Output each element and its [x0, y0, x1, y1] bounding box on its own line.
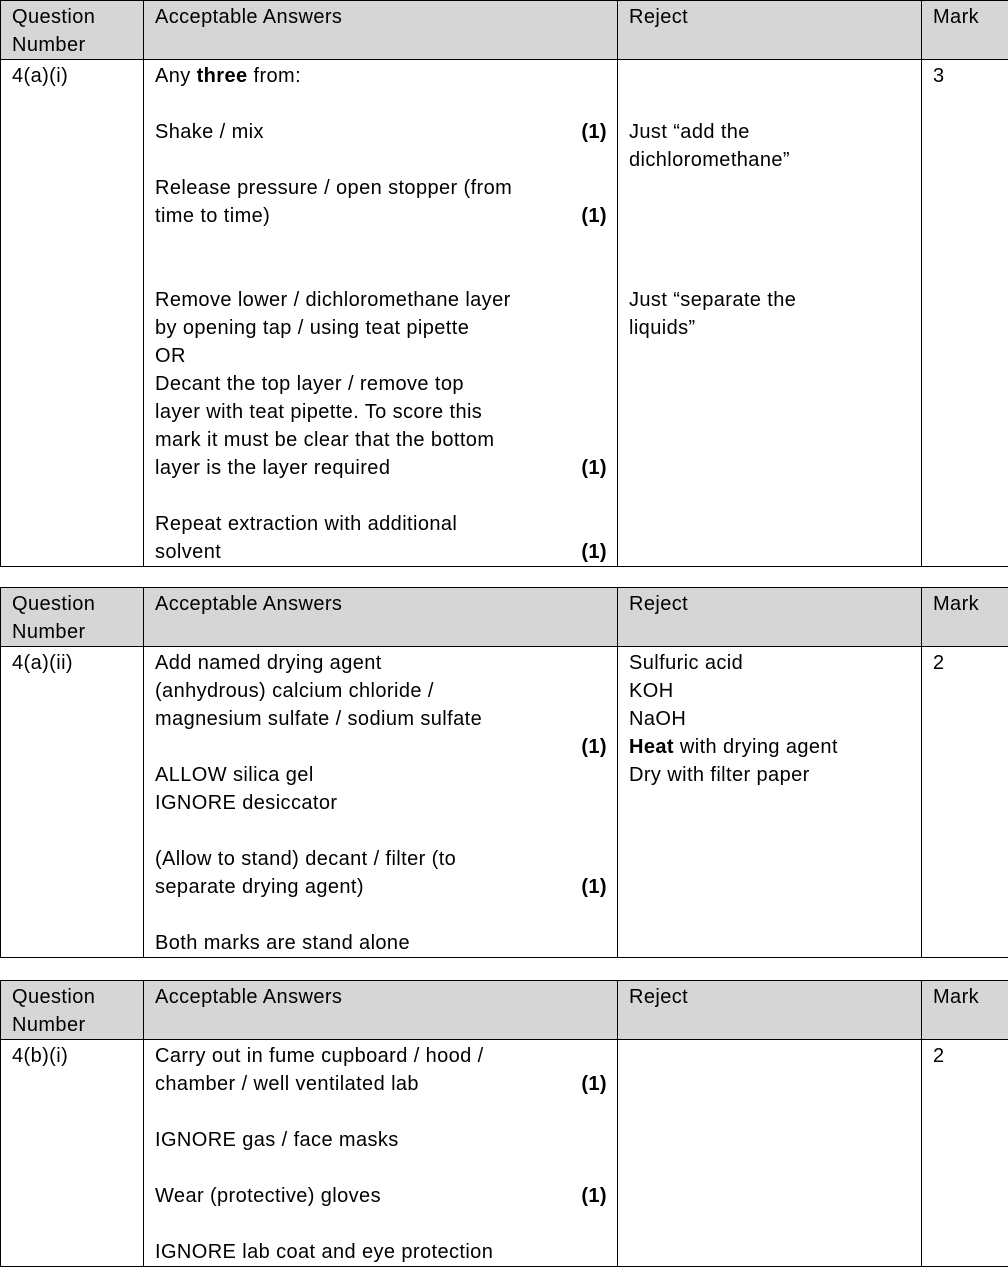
header-reject: Reject [618, 1, 922, 60]
reject-koh: KOH [629, 677, 911, 705]
header-reject: Reject [618, 588, 922, 647]
answer-remove-lower-cont: by opening tap / using teat pipette [155, 314, 607, 342]
answer-drying-agent: Add named drying agent [155, 649, 607, 677]
answer-or: OR [155, 342, 607, 370]
answer-release-pressure: Release pressure / open stopper (from [155, 174, 607, 202]
header-mark: Mark [922, 588, 1008, 647]
answer-row [1, 1040, 1008, 1267]
answer-text: solvent [155, 538, 221, 566]
reject-filter-paper: Dry with filter paper [629, 761, 911, 789]
answer-text: Wear (protective) gloves [155, 1182, 381, 1210]
answer-text: time to time) [155, 202, 270, 230]
mark-point: (1) [581, 1182, 607, 1210]
answer-fume-cupboard: Carry out in fume cupboard / hood / [155, 1042, 607, 1070]
mark-scheme-table [0, 587, 1008, 958]
reject-cell [618, 60, 922, 567]
header-acceptable-answers: Acceptable Answers [144, 1, 618, 60]
reject-add-dcm: Just “add the [629, 118, 911, 146]
intro-text: Any [155, 65, 197, 87]
question-number: 4(b)(i) [1, 1040, 144, 1267]
answer-drying-agent-point [155, 733, 607, 761]
mark-point: (1) [581, 733, 607, 761]
header-question-number: Question Number [1, 1, 144, 60]
answer-repeat-extraction: Repeat extraction with additional [155, 510, 607, 538]
acceptable-answers-cell [144, 60, 618, 567]
reject-text: with drying agent [674, 736, 838, 758]
mark-point: (1) [581, 873, 607, 901]
answer-decant-filter-cont [155, 873, 607, 901]
acceptable-answers-cell [144, 647, 618, 958]
reject-heat [629, 733, 911, 761]
answer-drying-agent-cont: magnesium sulfate / sodium sulfate [155, 705, 607, 733]
mark-scheme-table [0, 980, 1008, 1267]
reject-cell [618, 647, 922, 958]
answer-decant-top-cont: mark it must be clear that the bottom [155, 426, 607, 454]
answer-decant-top: Decant the top layer / remove top [155, 370, 607, 398]
reject-separate-cont: liquids” [629, 314, 911, 342]
reject-naoh: NaOH [629, 705, 911, 733]
intro-text-end: from: [248, 65, 302, 87]
mark-point: (1) [581, 202, 607, 230]
answer-shake [155, 118, 607, 146]
mark-scheme-block-4bi [0, 980, 1008, 1267]
header-acceptable-answers: Acceptable Answers [144, 588, 618, 647]
mark-value: 3 [922, 60, 1008, 567]
acceptable-answers-cell [144, 1040, 618, 1267]
mark-value: 2 [922, 647, 1008, 958]
reject-add-dcm-cont: dichloromethane” [629, 146, 911, 174]
header-mark: Mark [922, 1, 1008, 60]
answer-text: Shake / mix [155, 118, 264, 146]
header-acceptable-answers: Acceptable Answers [144, 981, 618, 1040]
answer-row [1, 60, 1008, 567]
answer-row [1, 647, 1008, 958]
mark-point: (1) [581, 538, 607, 566]
answer-fume-cupboard-cont [155, 1070, 607, 1098]
answer-ignore-desiccator: IGNORE desiccator [155, 789, 607, 817]
intro-line [155, 62, 607, 90]
reject-sulfuric-acid: Sulfuric acid [629, 649, 911, 677]
header-row [1, 981, 1008, 1040]
header-row [1, 1, 1008, 60]
answer-drying-agent-cont: (anhydrous) calcium chloride / [155, 677, 607, 705]
mark-point: (1) [581, 454, 607, 482]
answer-ignore-masks: IGNORE gas / face masks [155, 1126, 607, 1154]
mark-point: (1) [581, 118, 607, 146]
reject-emphasis: Heat [629, 736, 674, 758]
answer-decant-top-cont: layer with teat pipette. To score this [155, 398, 607, 426]
answer-remove-lower: Remove lower / dichloromethane layer [155, 286, 607, 314]
question-number: 4(a)(ii) [1, 647, 144, 958]
answer-allow-silica: ALLOW silica gel [155, 761, 607, 789]
answer-text: layer is the layer required [155, 454, 390, 482]
header-question-number: Question Number [1, 588, 144, 647]
answer-decant-top-end [155, 454, 607, 482]
answer-stand-alone: Both marks are stand alone [155, 929, 607, 957]
header-mark: Mark [922, 981, 1008, 1040]
answer-text: separate drying agent) [155, 873, 364, 901]
mark-value: 2 [922, 1040, 1008, 1267]
answer-gloves [155, 1182, 607, 1210]
answer-text: chamber / well ventilated lab [155, 1070, 419, 1098]
reject-separate: Just “separate the [629, 286, 911, 314]
answer-ignore-lab-coat: IGNORE lab coat and eye protection [155, 1238, 607, 1266]
question-number: 4(a)(i) [1, 60, 144, 567]
header-question-number: Question Number [1, 981, 144, 1040]
answer-decant-filter: (Allow to stand) decant / filter (to [155, 845, 607, 873]
intro-emphasis: three [197, 65, 248, 87]
header-row [1, 588, 1008, 647]
mark-scheme-block-4aii [0, 587, 1008, 958]
answer-repeat-extraction-cont [155, 538, 607, 566]
mark-point: (1) [581, 1070, 607, 1098]
answer-release-pressure-cont [155, 202, 607, 230]
reject-cell [618, 1040, 922, 1267]
mark-scheme-block-4ai [0, 0, 1008, 567]
header-reject: Reject [618, 981, 922, 1040]
mark-scheme-table [0, 0, 1008, 567]
